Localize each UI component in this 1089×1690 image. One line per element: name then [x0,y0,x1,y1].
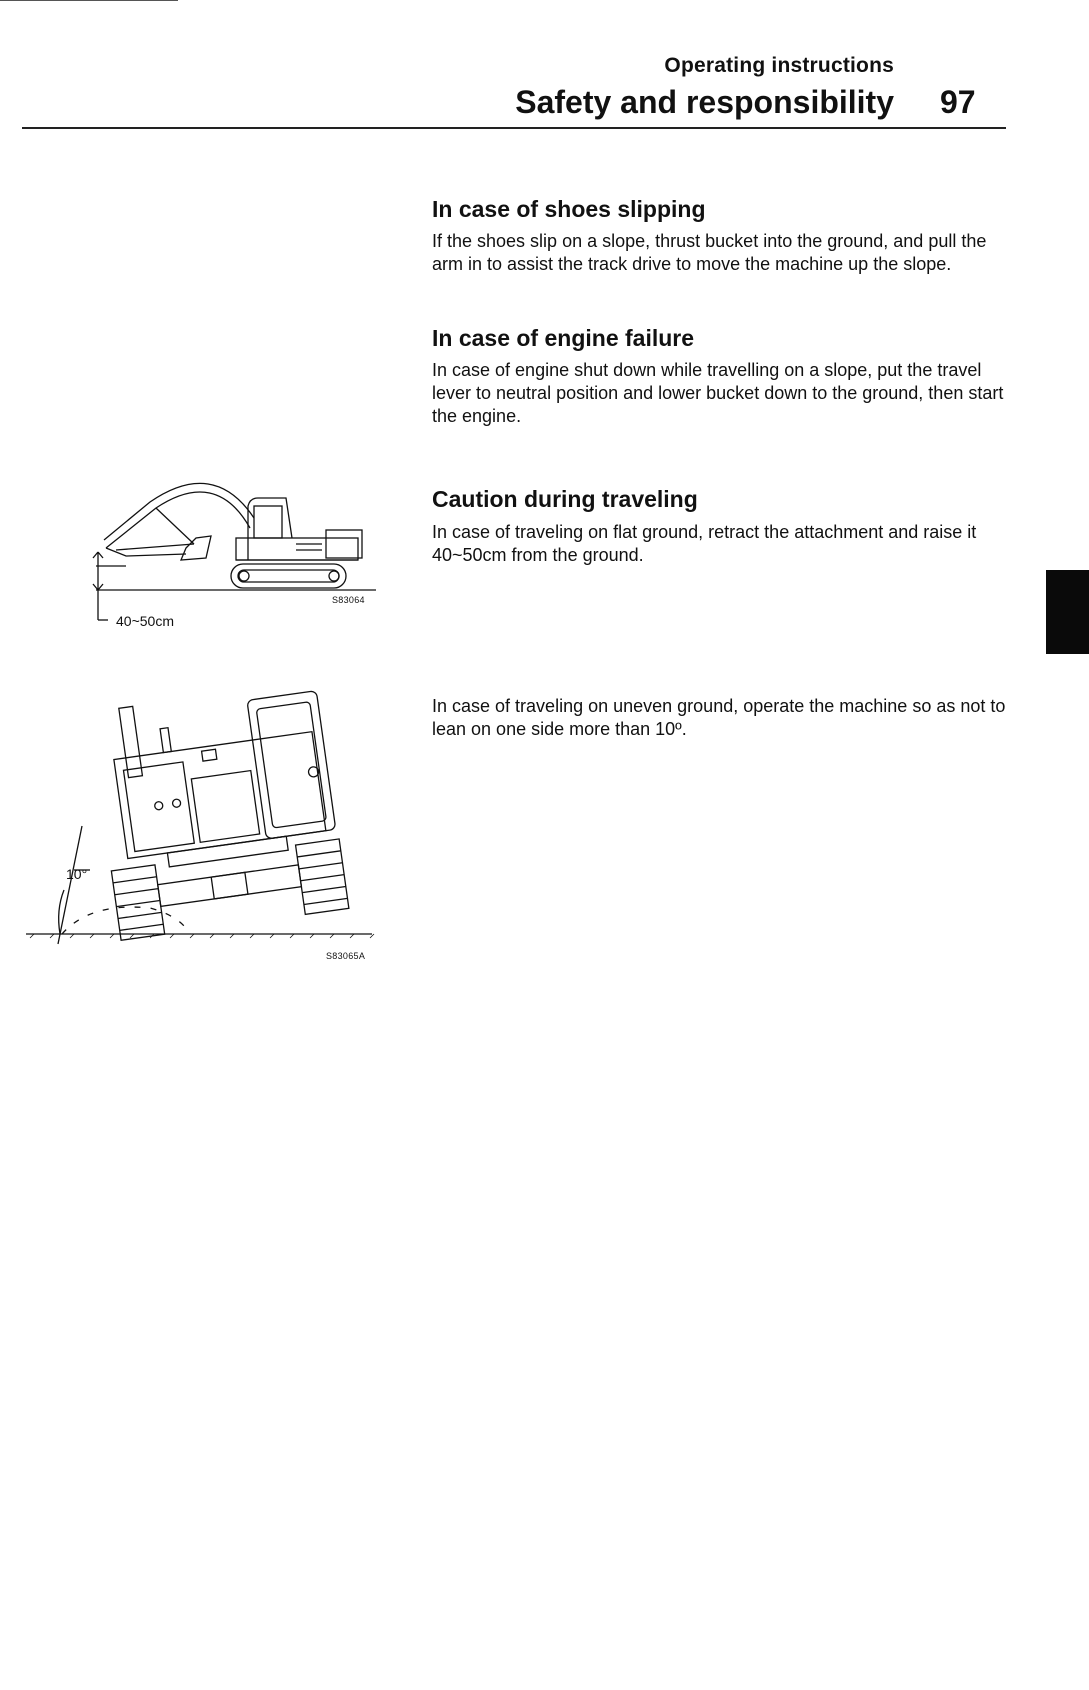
chapter-tab-marker [1046,570,1089,654]
figure-excavator-side-view [86,478,386,628]
page-number: 97 [940,84,976,120]
text-uneven-ground: In case of traveling on uneven ground, operate the machine so as not to lean on one side more than 10º. [432,696,1006,739]
excavator-rear-illustration [20,690,380,960]
figure-code-rear: S83065A [326,951,366,961]
excavator-side-illustration [86,478,386,628]
angle-label: 10° [66,866,88,882]
text-shoes-slipping: If the shoes slip on a slope, thrust bucket into the ground, and pull the arm in to assist the track drive to move the machine up the slope. [432,231,987,274]
text-engine-failure: In case of engine shut down while travelling on a slope, put the travel lever to neutral position and lower bucket down to the ground, then start the engine. [432,360,1004,426]
heading-caution-traveling: Caution during traveling [432,486,698,512]
top-edge-line [0,0,178,1]
page-title: Safety and responsibility [515,84,894,120]
dimension-label: 40~50cm [116,613,174,629]
heading-engine-failure: In case of engine failure [432,325,695,351]
header-rule [22,127,1006,129]
header-section-name: Operating instructions [664,54,894,77]
figure-code: S83064 [332,595,365,605]
heading-shoes-slipping: In case of shoes slipping [432,196,706,222]
text-flat-ground: In case of traveling on flat ground, retract the attachment and raise it 40~50cm from the ground. [432,522,977,565]
figure-excavator-rear-view [20,690,380,960]
